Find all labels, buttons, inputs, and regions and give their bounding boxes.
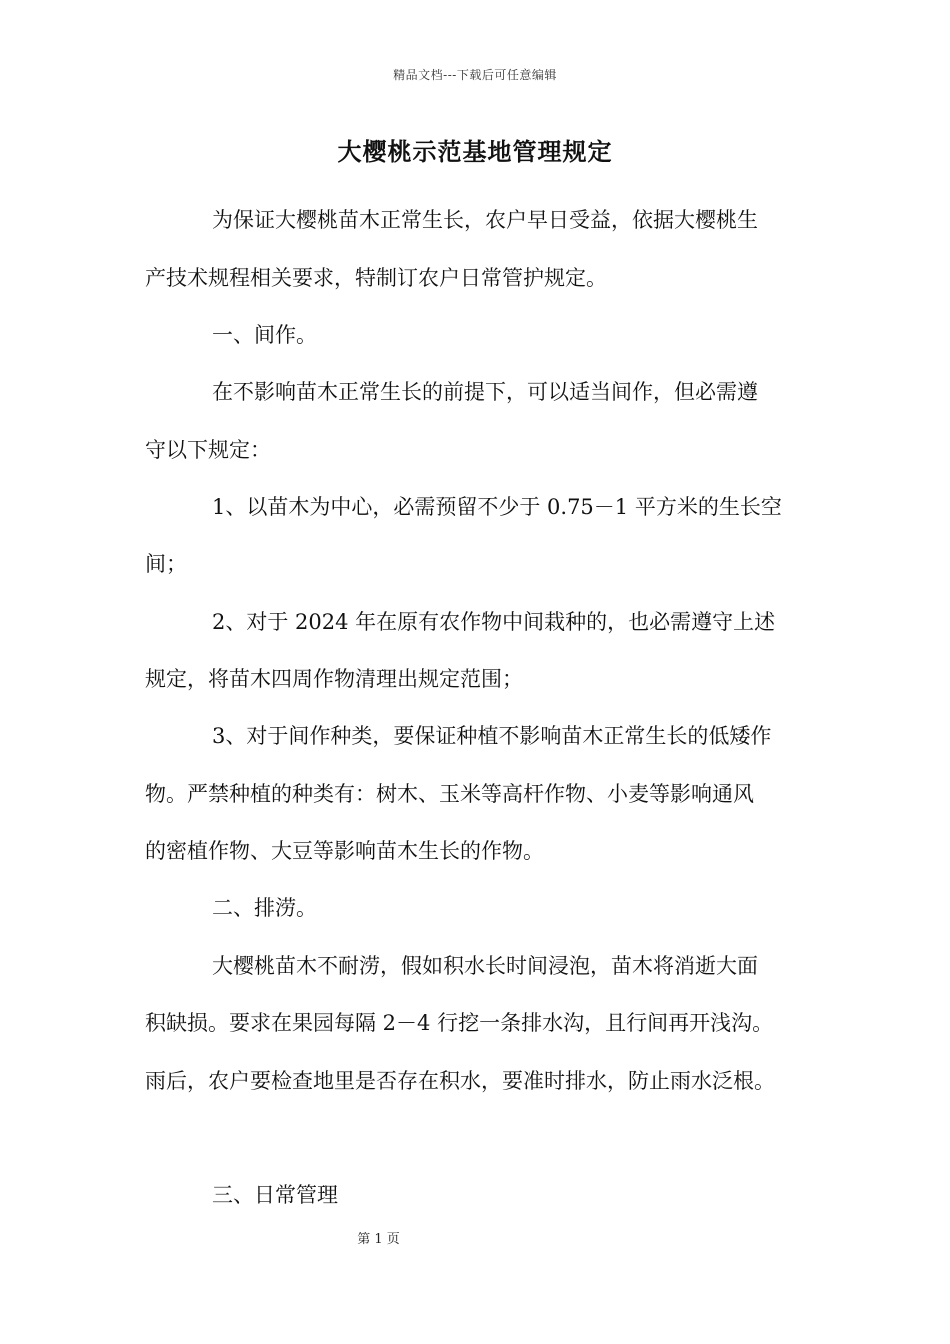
paragraph-line: 产技术规程相关要求，特制订农户日常管护规定。 — [145, 266, 607, 290]
paragraph-line: 物。严禁种植的种类有：树木、玉米等高杆作物、小麦等影响通风 — [145, 782, 754, 806]
paragraph-line: 3、对于间作种类，要保证种植不影响苗木正常生长的低矮作 — [212, 724, 772, 748]
paragraph-line: 规定，将苗木四周作物清理出规定范围； — [145, 667, 523, 691]
paragraph-line: 守以下规定： — [145, 438, 271, 462]
paragraph-line: 为保证大樱桃苗木正常生长，农户早日受益，依据大樱桃生 — [212, 208, 758, 232]
section-heading: 二、排涝。 — [212, 896, 317, 920]
page-number: 第 1 页 — [357, 1232, 400, 1247]
paragraph-line: 雨后，农户要检查地里是否存在积水，要准时排水，防止雨水泛根。 — [145, 1069, 775, 1093]
paragraph-line: 1、以苗木为中心，必需预留不少于 0.75－1 平方米的生长空 — [212, 495, 782, 519]
header-note: 精品文档---下载后可任意编辑 — [393, 68, 557, 82]
paragraph-line: 间； — [145, 552, 187, 576]
paragraph-line: 2、对于 2024 年在原有农作物中间栽种的，也必需遵守上述 — [212, 610, 776, 634]
paragraph-line: 大樱桃苗木不耐涝，假如积水长时间浸泡，苗木将消逝大面 — [212, 954, 758, 978]
section-heading: 一、间作。 — [212, 323, 317, 347]
paragraph-line: 积缺损。要求在果园每隔 2－4 行挖一条排水沟，且行间再开浅沟。 — [145, 1011, 774, 1035]
paragraph-line: 的密植作物、大豆等影响苗木生长的作物。 — [145, 839, 544, 863]
paragraph-line: 在不影响苗木正常生长的前提下，可以适当间作，但必需遵 — [212, 380, 758, 404]
section-heading: 三、日常管理 — [212, 1183, 338, 1207]
document-title: 大樱桃示范基地管理规定 — [337, 137, 613, 166]
